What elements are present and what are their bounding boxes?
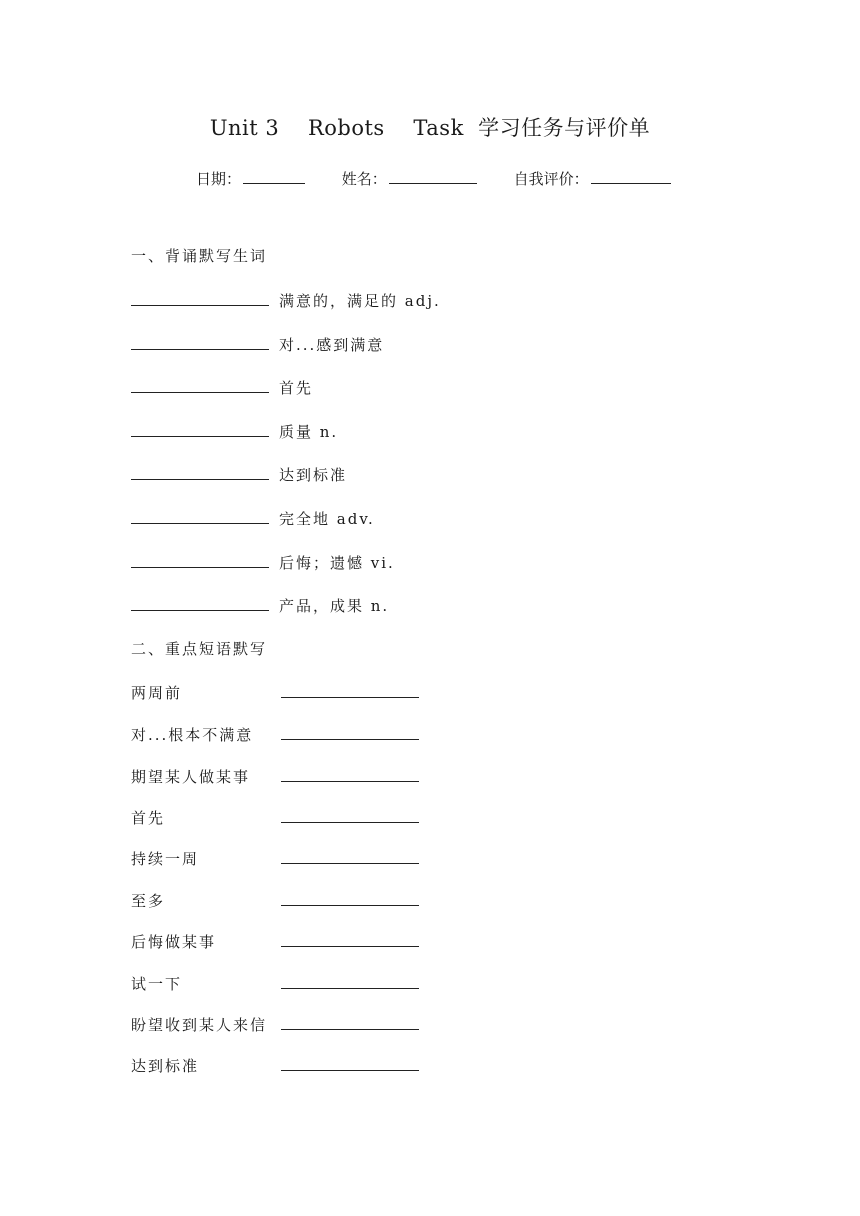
answer-blank[interactable]: [131, 376, 269, 393]
phrase-item: [131, 847, 419, 869]
vocab-item: [131, 463, 347, 485]
name-label: 姓名：: [341, 170, 387, 188]
answer-blank[interactable]: [281, 723, 419, 740]
section-phrases-heading: 二、重点短语默写: [131, 640, 268, 658]
vocab-item: [131, 376, 313, 398]
vocab-meaning: 满意的，满足的 adj.: [279, 292, 441, 310]
phrase-item: [131, 765, 419, 787]
phrase-meaning: 至多: [131, 892, 166, 910]
phrase-item: [131, 972, 419, 994]
phrase-meaning: 盼望收到某人来信: [131, 1016, 268, 1034]
vocab-item: [131, 289, 441, 311]
answer-blank[interactable]: [281, 847, 419, 864]
phrase-item: [131, 1054, 419, 1076]
self-eval-field[interactable]: [514, 168, 671, 189]
self-eval-blank[interactable]: [591, 169, 671, 184]
date-label: 日期：: [196, 170, 242, 188]
phrase-meaning: 对...根本不满意: [131, 726, 254, 744]
vocab-meaning: 对...感到满意: [279, 336, 385, 354]
phrase-meaning: 首先: [131, 809, 166, 827]
answer-blank[interactable]: [131, 551, 269, 568]
phrase-meaning: 试一下: [131, 975, 183, 993]
vocab-item: [131, 594, 389, 616]
vocab-item: [131, 507, 375, 529]
phrase-item: [131, 681, 419, 703]
answer-blank[interactable]: [281, 889, 419, 906]
date-field[interactable]: [196, 168, 305, 189]
info-line: [196, 168, 671, 189]
vocab-meaning: 质量 n.: [279, 423, 339, 441]
phrase-item: [131, 723, 419, 745]
vocab-item: [131, 333, 384, 355]
answer-blank[interactable]: [281, 806, 419, 823]
answer-blank[interactable]: [131, 463, 269, 480]
answer-blank[interactable]: [281, 972, 419, 989]
vocab-item: [131, 420, 338, 442]
phrase-item: [131, 889, 419, 911]
answer-blank[interactable]: [131, 289, 269, 306]
name-field[interactable]: [342, 168, 477, 189]
self-eval-label: 自我评价：: [513, 170, 589, 188]
phrase-item: [131, 806, 419, 828]
phrase-item: [131, 1013, 419, 1035]
phrase-meaning: 期望某人做某事: [131, 768, 251, 786]
answer-blank[interactable]: [131, 594, 269, 611]
answer-blank[interactable]: [131, 333, 269, 350]
phrase-meaning: 两周前: [131, 684, 183, 702]
vocab-meaning: 后悔；遗憾 vi.: [279, 554, 395, 572]
answer-blank[interactable]: [281, 930, 419, 947]
answer-blank[interactable]: [281, 681, 419, 698]
answer-blank[interactable]: [131, 507, 269, 524]
phrase-meaning: 后悔做某事: [131, 933, 217, 951]
vocab-meaning: 完全地 adv.: [279, 510, 375, 528]
date-blank[interactable]: [243, 169, 305, 184]
vocab-meaning: 首先: [279, 379, 314, 397]
answer-blank[interactable]: [281, 1013, 419, 1030]
answer-blank[interactable]: [281, 1054, 419, 1071]
section-vocab-heading: 一、背诵默写生词: [131, 247, 268, 265]
page-title: Unit 3 Robots Task 学习任务与评价单: [209, 116, 651, 140]
phrase-meaning: 达到标准: [131, 1057, 200, 1075]
vocab-meaning: 产品，成果 n.: [279, 597, 390, 615]
vocab-meaning: 达到标准: [279, 466, 348, 484]
phrase-meaning: 持续一周: [131, 850, 200, 868]
answer-blank[interactable]: [131, 420, 269, 437]
answer-blank[interactable]: [281, 765, 419, 782]
name-blank[interactable]: [389, 169, 477, 184]
phrase-item: [131, 930, 419, 952]
vocab-item: [131, 551, 395, 573]
